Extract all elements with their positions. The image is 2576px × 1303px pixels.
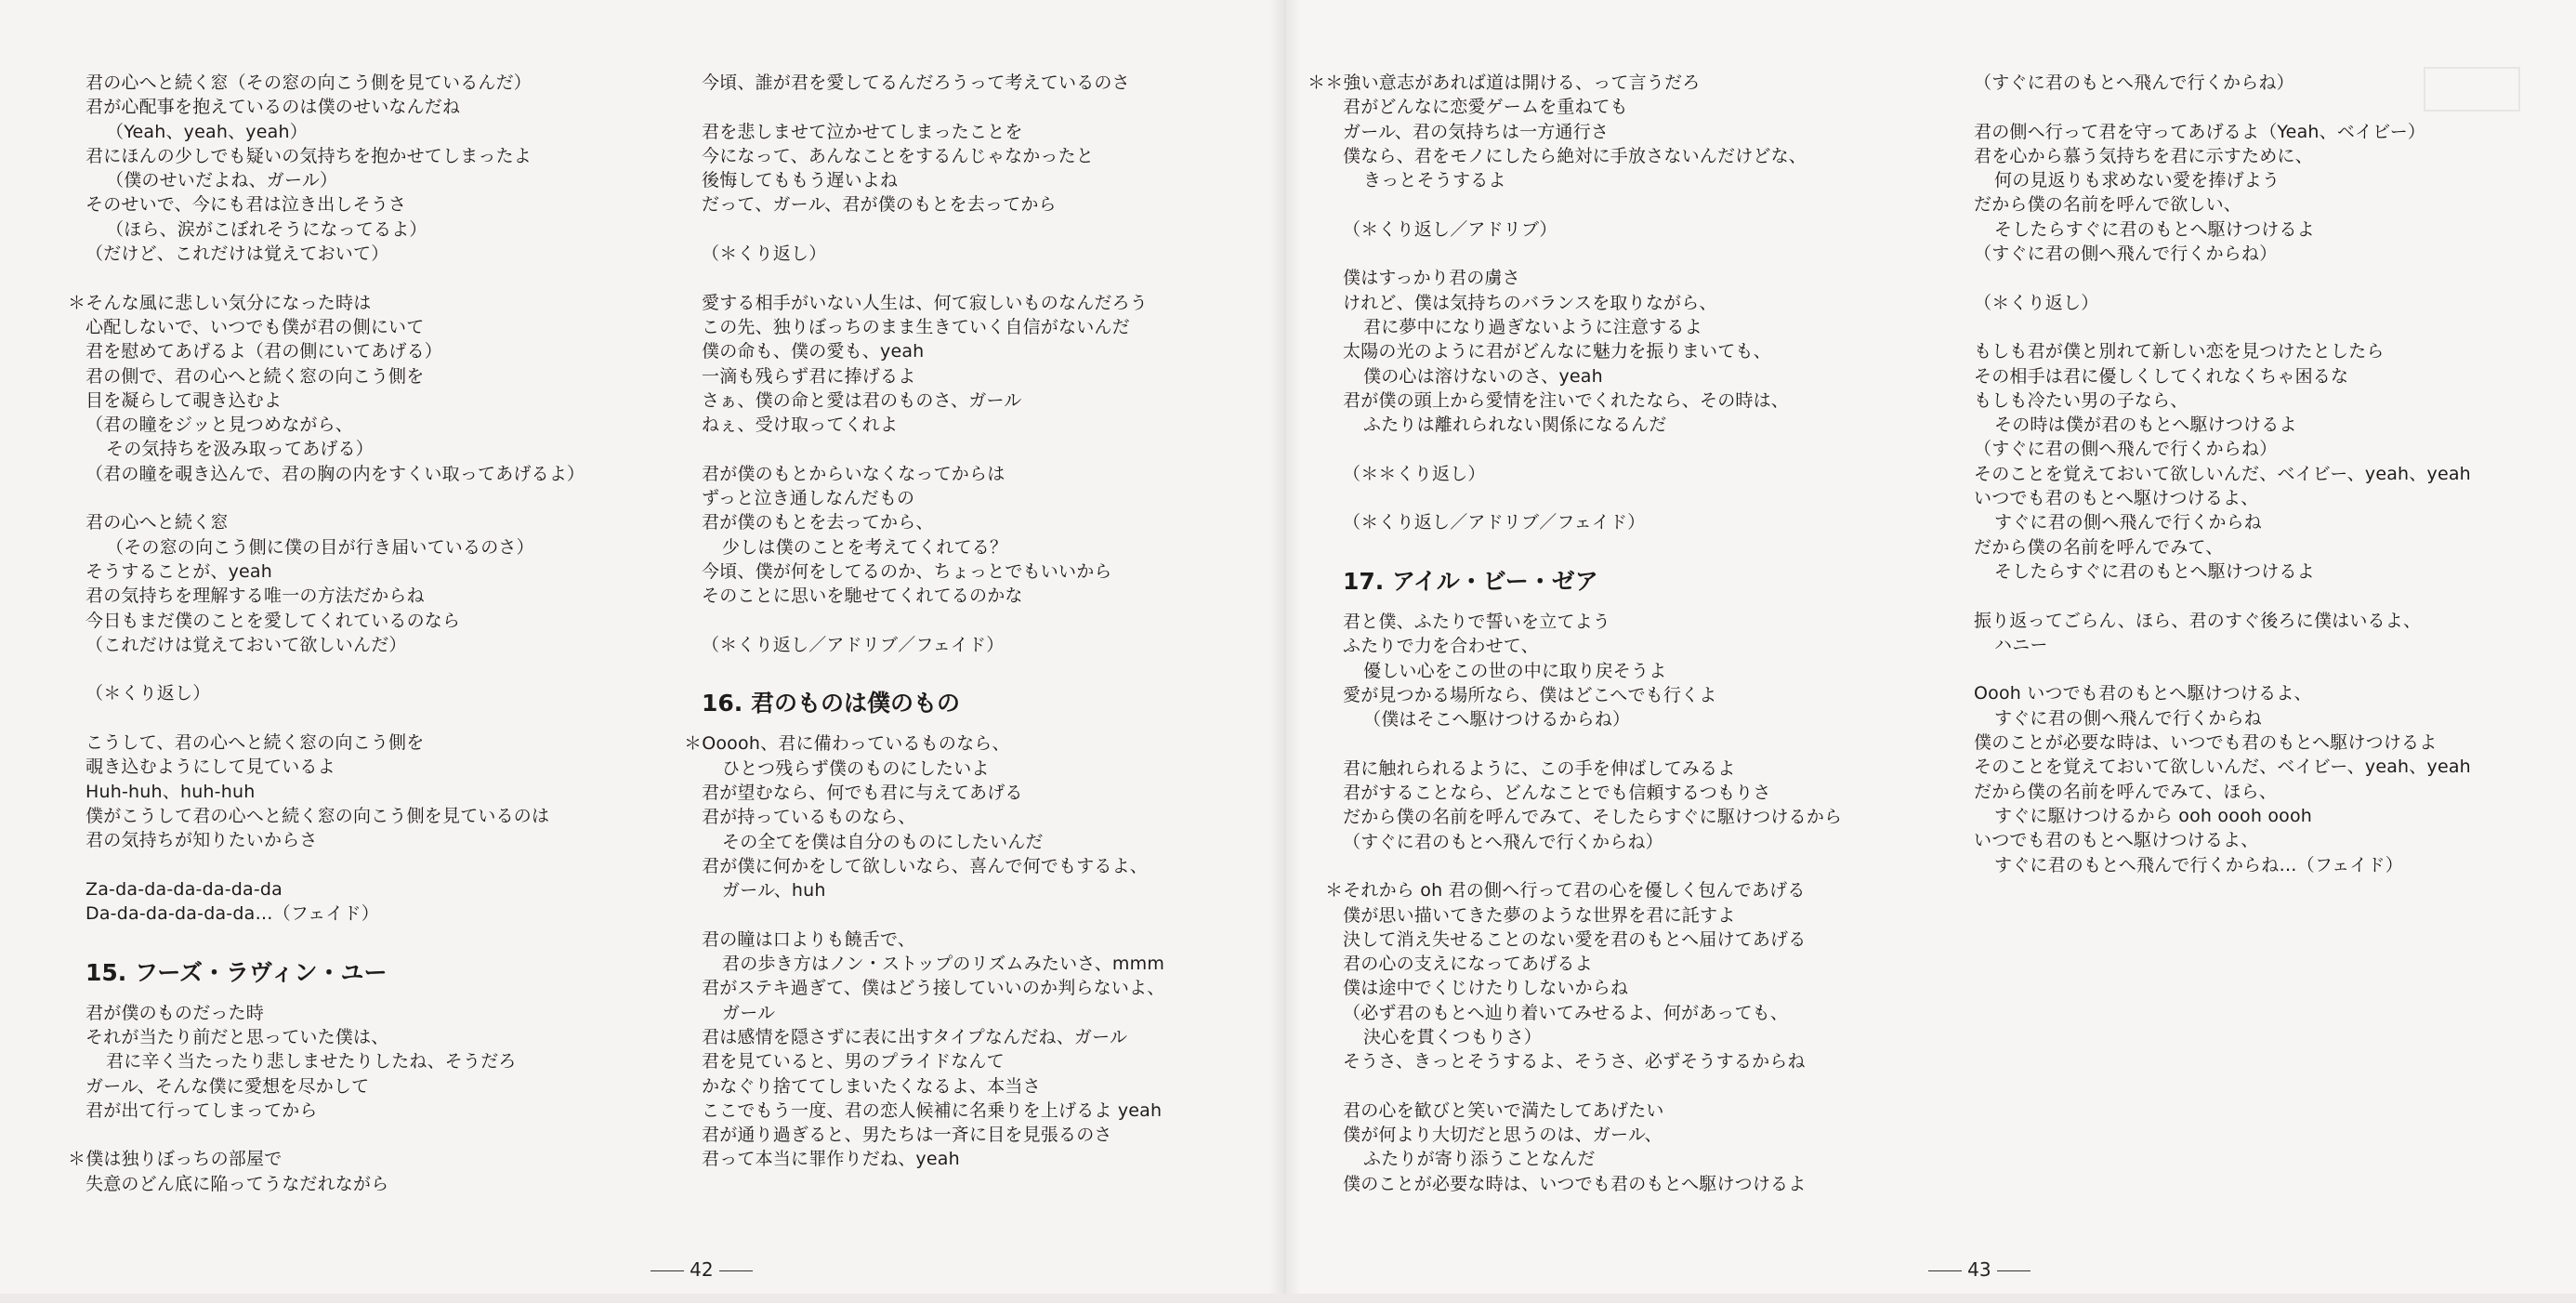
lyric-line: 今になって、あんなことをするんじゃなかったと [702,145,1095,166]
song-title: 15. フーズ・ラヴィン・ユー [85,958,388,986]
lyric-line: すぐに君の側へ飛んで行くからね [1994,512,2263,533]
lyric-line: 僕の心は溶けないのさ、yeah [1363,365,1603,387]
lyric-line: 君は感情を隠さずに表に出すタイプなんだね、ガール [702,1026,1128,1047]
lyric-line: Huh-huh、huh-huh [85,781,256,802]
lyric-line: ＊＊強い意志があれば道は開ける、って言うだろ [1308,72,1701,93]
page-number-right-text: 43 [1967,1258,1991,1281]
lyric-line: 君の心へと続く窓 [85,512,229,533]
blank-line [1343,731,1938,756]
blank-line [702,609,1296,633]
right-page [1285,0,2576,1294]
lyric-line: 君の歩き方はノン・ストップのリズムみたいさ、mmm [722,954,1165,975]
song-title: 17. アイル・ビー・ゼア [1343,567,1598,595]
lyric-line: そのことを覚えておいて欲しいんだ、ベイビー、yeah、yeah [1974,463,2471,484]
blank-line [1974,584,2569,608]
blank-line [702,903,1296,928]
lyric-line: 君が僕の頭上から愛情を注いでくれたなら、その時は、 [1343,389,1790,411]
lyric-line: その時は僕が君のもとへ駆けつけるよ [1994,415,2297,436]
blank-line [1974,315,2569,339]
lyric-line: ふたりが寄り添うことなんだ [1363,1149,1596,1170]
lyric-line: 僕は途中でくじけたりしないからね [1343,978,1629,999]
lyric-line: 君が僕に何かをして欲しいなら、喜んで何でもするよ、 [702,855,1149,876]
lyric-line: 君と僕、ふたりで誓いを立てよう [1343,611,1611,632]
lyric-line: （すぐに君の側へ飛んで行くからね） [1974,439,2278,460]
lyric-line: ひとつ残らず僕のものにしたいよ [722,757,990,779]
blank-line [85,853,680,877]
lyric-line: （僕はそこへ駆けつけるからね） [1363,709,1631,730]
lyric-line: 愛する相手がいない人生は、何て寂しいものなんだろう [702,292,1149,313]
lyric-line: 君にほんの少しでも疑いの気持ちを抱かせてしまったよ [85,145,532,166]
blank-line [702,95,1296,119]
lyric-line: 君が通り過ぎると、男たちは一斉に目を見張るのさ [702,1125,1112,1146]
lyric-line: 君がどんなに恋愛ゲームを重ねても [1343,97,1628,118]
blank-line [1974,95,2569,119]
blank-line [85,706,680,730]
lyric-line: かなぐり捨ててしまいたくなるよ、本当さ [702,1075,1041,1097]
lyric-line: 決して消え失せることのない愛を君のもとへ届けてあげる [1343,928,1807,950]
page-number-left-text: 42 [690,1258,714,1281]
lyric-line: （＊くり返し） [1974,292,2099,313]
lyric-line: ＊それから oh 君の側へ行って君の心を優しく包んであげる [1325,880,1806,902]
lyric-line: 君が心配事を抱えているのは僕のせいなんだね [85,97,461,118]
lyric-line: もしも君が僕と別れて新しい恋を見つけたとしたら [1974,341,2385,362]
lyric-line: （＊くり返し／アドリブ／フェイド） [702,634,1005,655]
lyric-line: ＊そんな風に悲しい気分になった時は [68,292,372,313]
lyric-line: 今頃、僕が何をしてるのか、ちょっとでもいいから [702,560,1112,582]
lyric-line: そうすることが、yeah [85,560,273,582]
blank-line [1343,242,1938,266]
right-page-column-2 [1974,71,2569,877]
lyric-line: ガール、huh [722,880,826,902]
lyric-line: ガール、君の気持ちは一方通行さ [1343,121,1610,142]
lyric-line: もしも冷たい男の子なら、 [1974,389,2188,411]
left-page [0,0,1285,1294]
lyric-line: こうして、君の心へと続く窓の向こう側を [85,732,425,754]
blank-line [1343,486,1938,510]
lyric-line: ＊僕は独りぼっちの部屋で [68,1149,283,1170]
lyric-line: その全てを僕は自分のものにしたいんだ [722,831,1044,852]
lyric-line: （すぐに君の側へ飛んで行くからね） [1974,243,2278,265]
lyric-line: ガール、そんな僕に愛想を尽かして [85,1075,370,1097]
blank-line [1343,192,1938,217]
lyric-line: （君の瞳をジッと見つめながら、 [85,415,354,436]
lyric-line: Oooh いつでも君のもとへ駆けつけるよ、 [1974,683,2312,704]
blank-line [1343,437,1938,461]
blank-line [1343,1074,1938,1099]
song-title: 16. 君のものは僕のもの [702,690,960,717]
lyric-line: ＊Ooooh、君に備わっているものなら、 [684,733,1010,755]
lyric-line: 君に夢中になり過ぎないように注意するよ [1363,316,1702,337]
blank-line [85,926,680,950]
lyric-line: 君の側へ行って君を守ってあげるよ（Yeah、ベイビー） [1974,121,2426,142]
lyric-line: 今日もまだ僕のことを愛してくれているのなら [85,610,461,631]
blank-line [702,437,1296,461]
lyric-line: 心配しないで、いつでも僕が君の側にいて [85,316,425,337]
lyric-line: 君に辛く当たったり悲しませたりしたね、そうだろ [106,1051,517,1073]
lyric-line: すぐに君のもとへ飛んで行くからね…（フェイド） [1994,854,2403,875]
lyric-line: （＊くり返し） [702,243,827,265]
lyric-line: 覗き込むようにして見ているよ [85,757,335,778]
lyric-line: 君が僕のもとを去ってから、 [702,512,934,533]
lyric-line: （すぐに君のもとへ飛んで行くからね） [1974,72,2294,93]
blank-line [85,486,680,510]
lyric-line: （これだけは覚えておいて欲しいんだ） [85,634,407,655]
lyric-line: 君が持っているものなら、 [702,807,916,828]
lyric-line: 決心を貫くつもりさ） [1363,1026,1543,1047]
lyric-line: 何の見返りも求めない愛を捧げよう [1994,170,2280,191]
lyric-line: 太陽の光のように君がどんなに魅力を振りまいても、 [1343,341,1771,362]
blank-line [1343,854,1938,878]
lyric-line: その気持ちを汲み取ってあげる） [106,439,375,460]
page-number-right [1887,1236,2036,1303]
lyric-line: 目を凝らして覗き込むよ [85,389,283,411]
lyric-line: 君を慰めてあげるよ（君の側にいてあげる） [85,341,443,362]
lyric-line: この先、独りぼっちのまま生きていく自信がないんだ [702,316,1130,337]
lyric-line: 君を心から慕う気持ちを君に示すために、 [1974,145,2313,166]
lyric-line: そしたらすぐに君のもとへ駆けつけるよ [1994,560,2315,582]
lyric-line: （必ず君のもとへ辿り着いてみせるよ、何があっても、 [1343,1002,1789,1023]
lyric-line: いつでも君のもとへ駆けつけるよ、 [1974,488,2259,509]
lyric-line: Da-da-da-da-da-da…（フェイド） [85,903,379,925]
lyric-line: だから僕の名前を呼んでみて、そしたらすぐに駆けつけるから [1343,807,1843,828]
lyric-line: 優しい心をこの世の中に取り戻そうよ [1363,660,1667,681]
blank-line [85,266,680,290]
lyric-line: 君って本当に罪作りだね、yeah [702,1149,960,1170]
lyric-line: きっとそうするよ [1363,170,1506,191]
lyric-line: 少しは僕のことを考えてくれてる？ [722,536,1008,558]
lyric-line: 君が僕のもとからいなくなってからは [702,463,1005,484]
lyric-line: けれど、僕は気持ちのバランスを取りながら、 [1343,292,1717,313]
lyric-line: 君の心へと続く窓（その窓の向こう側を見ているんだ） [85,72,532,93]
lyric-line: だって、ガール、君が僕のもとを去ってから [702,194,1057,216]
blank-line [1974,657,2569,681]
lyric-line: 一滴も残らず君に捧げるよ [702,365,916,387]
lyric-line: 君に触れられるように、この手を伸ばしてみるよ [1343,757,1736,779]
blank-line [85,1123,680,1147]
lyric-line: ガール [722,1002,776,1023]
lyric-line: ずっと泣き通しなんだもの [702,488,915,509]
lyric-line: （ほら、涙がこぼれそうになってるよ） [106,218,427,240]
lyric-line: （だけど、これだけは覚えておいて） [85,243,389,265]
lyric-line: 君の心を歓びと笑いで満たしてあげたい [1343,1099,1664,1121]
lyric-line: 失意のどん底に陥ってうなだれながら [85,1173,389,1194]
blank-line [1343,535,1938,559]
lyric-line: 僕のことが必要な時は、いつでも君のもとへ駆けつけるよ [1974,732,2438,754]
lyric-line: そのことに思いを馳せてくれてるのかな [702,586,1023,607]
right-page-column-1 [1308,71,1938,1196]
lyric-line: （＊くり返し／アドリブ／フェイド） [1343,512,1646,533]
lyric-line: 君が僕のものだった時 [85,1002,265,1023]
blank-line [702,657,1296,681]
lyric-line: 君の心の支えになってあげるよ [1343,954,1593,975]
lyric-line: （君の瞳を覗き込んで、君の胸の内をすくい取ってあげるよ） [85,463,585,484]
lyric-line: さぁ、僕の命と愛は君のものさ、ガール [702,389,1022,411]
lyric-line: それが当たり前だと思っていた僕は、 [85,1026,389,1047]
left-page-column-2 [684,71,1296,1172]
lyric-line: 君の側で、君の心へと続く窓の向こう側を [85,365,425,387]
lyric-line: すぐに君の側へ飛んで行くからね [1994,707,2263,729]
lyric-line: 僕が思い描いてきた夢のような世界を君に託すよ [1343,904,1736,926]
lyric-line: ふたりで力を合わせて、 [1343,636,1539,657]
blank-line [1974,266,2569,290]
lyric-line: ねぇ、受け取ってくれよ [702,415,899,436]
blank-line [702,266,1296,290]
lyric-line: 君の気持ちを理解する唯一の方法だからね [85,586,425,607]
lyric-line: （＊＊くり返し） [1343,463,1486,484]
page-number-left [610,1236,758,1303]
lyric-line: 君がステキ過ぎて、僕はどう接していいのか判らないよ、 [702,978,1165,999]
lyric-line: （＊くり返し） [85,683,211,704]
lyric-line: 僕はすっかり君の虜さ [1343,268,1520,289]
lyric-line: その相手は君に優しくしてくれなくちゃ困るな [1974,365,2349,387]
lyric-line: そのことを覚えておいて欲しいんだ、ベイビー、yeah、yeah [1974,757,2471,778]
lyric-line: そしたらすぐに君のもとへ駆けつけるよ [1994,218,2315,240]
left-page-column-1 [68,71,680,1196]
lyric-line: そうさ、きっとそうするよ、そうさ、必ずそうするからね [1343,1051,1806,1073]
lyric-line: 今頃、誰が君を愛してるんだろうって考えているのさ [702,72,1130,93]
lyric-line: 僕のことが必要な時は、いつでも君のもとへ駆けつけるよ [1343,1173,1807,1194]
lyric-line: 君がすることなら、どんなことでも信頼するつもりさ [1343,783,1771,804]
lyric-line: いつでも君のもとへ駆けつけるよ、 [1974,830,2259,851]
lyric-line: ハニー [1994,634,2048,655]
lyric-line: 君を悲しませて泣かせてしまったことを [702,121,1023,142]
lyric-line: 君の気持ちが知りたいからさ [85,830,318,851]
lyric-line: （その窓の向こう側に僕の目が行き届いているのさ） [106,536,534,558]
lyric-line: ふたりは離れられない関係になるんだ [1363,415,1667,436]
lyric-line: だから僕の名前を呼んでみて、 [1974,536,2224,558]
blank-line [702,217,1296,242]
lyric-line: 君を見ていると、男のプライドなんて [702,1051,1005,1073]
page-gutter [1269,0,1301,1294]
lyric-line: 君の瞳は口よりも饒舌で、 [702,928,916,950]
blank-line [85,657,680,681]
lyric-line: ここでもう一度、君の恋人候補に名乗りを上げるよ yeah [702,1099,1163,1121]
lyric-line: そのせいで、今にも君は泣き出しそうさ [85,194,407,216]
lyric-line: （＊くり返し／アドリブ） [1343,218,1557,240]
lyric-line: 僕なら、君をモノにしたら絶対に手放さないんだけどな、 [1343,145,1807,166]
lyric-line: 後悔してももう遅いよね [702,170,899,191]
lyric-line: 僕が何より大切だと思うのは、ガール、 [1343,1125,1663,1146]
lyric-line: 振り返ってごらん、ほら、君のすぐ後ろに僕はいるよ、 [1974,610,2422,631]
lyric-line: （Yeah、yeah、yeah） [106,121,308,142]
lyric-line: だから僕の名前を呼んで欲しい、 [1974,194,2242,216]
lyric-line: 君が出て行ってしまってから [85,1099,318,1121]
lyric-line: 君が望むなら、何でも君に与えてあげる [702,783,1023,804]
lyric-line: （すぐに君のもとへ飛んで行くからね） [1343,831,1663,852]
lyric-line: （僕のせいだよね、ガール） [106,170,338,191]
lyric-line: Za-da-da-da-da-da-da [85,878,283,900]
lyric-line: すぐに駆けつけるから ooh oooh oooh [1994,805,2313,826]
lyric-line: 僕がこうして君の心へと続く窓の向こう側を見ているのは [85,805,550,826]
lyric-line: だから僕の名前を呼んでみて、ほら、 [1974,781,2278,802]
lyric-line: 僕の命も、僕の愛も、yeah [702,341,925,362]
lyric-line: 愛が見つかる場所なら、僕はどこへでも行くよ [1343,684,1717,705]
